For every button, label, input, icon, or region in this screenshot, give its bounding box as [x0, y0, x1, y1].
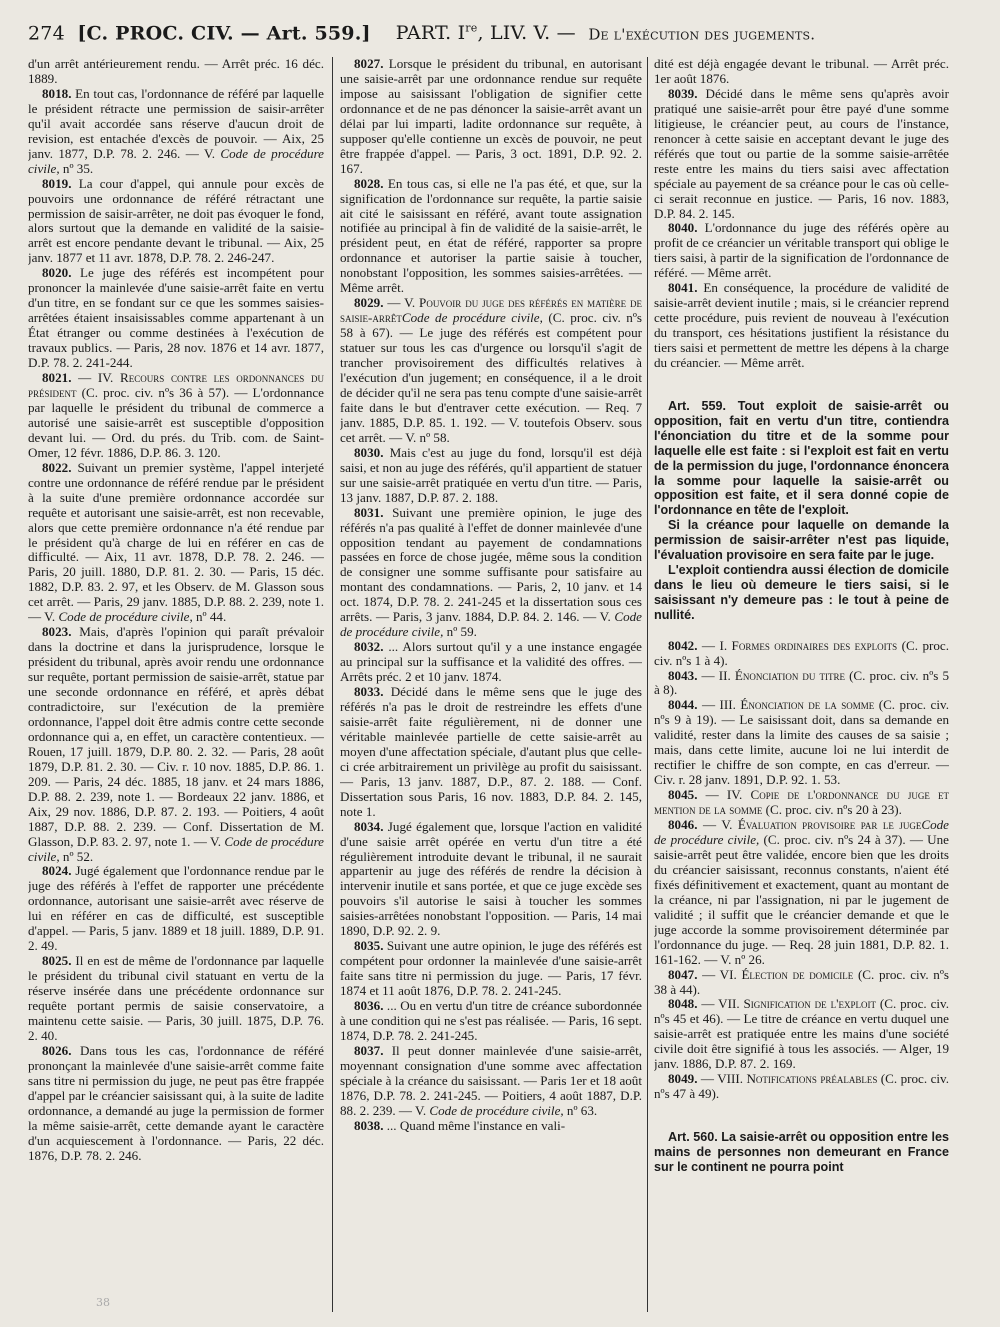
paragraph-8038	[340, 1119, 642, 1134]
article-559-para-1: Tout exploit de saisie-arrêt ou opposition, fait en vertu d'un titre, contiendra l'énonciation du titre et de la somme pour laquelle elle est faite : si l'exploit est fait en vertu de la permission du juge, l'ordonnance énoncera la somme pour laquelle la saisie-arrêt ou opposition est faite, et il sera donné copie de l'ordonnance en tête de l'exploit.	[654, 399, 949, 518]
paragraph-8048	[654, 997, 949, 1072]
paragraph-8029	[340, 296, 642, 446]
paragraph-8039	[654, 87, 949, 222]
paragraph-text-end: (C. proc. civ. nºs 24 à 37). — Une saisie-arrêt peut être validée, encore bien que les droits du créancier saisissant, reconnus constants, n'aient été fixés définitivement et exactement, quant au montant de la créance, ni par l'assignation, ni par le jugement de validité ; il suffit que le créancier demande et que le juge accorde la somme provisoirement déterminée par l'ordonnance du juge. — Req. 28 juin 1881, D.P. 82. 1. 161-162. — V.	[654, 832, 949, 967]
page-footer-mark: 38	[96, 1296, 110, 1309]
paragraph-text: — VII.	[697, 996, 744, 1012]
paragraph-number: 8030.	[354, 444, 384, 460]
paragraph-8035	[340, 939, 642, 999]
paragraph-number: 8049.	[668, 1071, 698, 1087]
section-heading: Formes ordinaires des exploits	[731, 637, 898, 653]
code-citation: Code de procédure civile,	[401, 310, 543, 326]
paragraph-number: 8035.	[354, 938, 384, 954]
paragraph-8027	[340, 57, 642, 177]
paragraph-8041	[654, 281, 949, 371]
paragraph-text-end: (C. proc. civ. nºs 58 à 67). — Le juge des référés est compétent pour statuer sur tous les cas d'urgence ou lorsqu'il s'agit de trancher provisoirement des difficultés relatives à l'exécution d'un jugement; en conséquence, il a le droit de décider qu'il ne sera pas tenu compte d'une saisie-arrêt faite dans le but d'entraver cette exécution. — Req. 7 janv. 1885, D.P. 85. 1. 192. — V. toutefois Observ. sous cet arrêt. — V.	[340, 310, 642, 445]
paragraph-number: 8032.	[354, 639, 384, 655]
paragraph-8034	[340, 820, 642, 940]
code-reference: [C. PROC. CIV. — Art. 559.]	[77, 22, 371, 45]
running-header	[28, 22, 978, 48]
paragraph-number: 8018.	[42, 85, 72, 101]
paragraph-group-8042	[654, 639, 949, 1103]
column-rule-right	[647, 57, 648, 1312]
article-560-label: Art. 560.	[668, 1130, 718, 1145]
paragraph-text-end: (C. proc. civ. nºs 5 à 8).	[654, 667, 949, 698]
paragraph-number: 8038.	[354, 1117, 384, 1133]
paragraph-text-end: (C. proc. civ. nºs 36 à 57). — L'ordonnance par laquelle le président du tribunal de commerce a autorisé une saisie-arrêt est susceptible d'opposition devant lui. — Ord. du prés. du Trib. com. de Saint-Omer, 12 févr. 1886, D.P. 86. 3. 120.	[28, 384, 324, 460]
paragraph-8040	[654, 221, 949, 281]
paragraph-number: 8048.	[668, 996, 698, 1012]
paragraph-number: 8022.	[42, 459, 72, 475]
code-citation: Code de procédure civile,	[340, 609, 642, 640]
article-559	[654, 399, 949, 623]
paragraph-text: dité est déjà engagée devant le tribunal. — Arrêt préc. 1er août 1876.	[654, 57, 949, 86]
paragraph-8033	[340, 685, 642, 820]
paragraph-number: 8041.	[668, 280, 698, 296]
paragraph-text-end: nº 35.	[59, 160, 94, 176]
paragraph-text-end: nº 63.	[563, 1102, 598, 1118]
paragraph-number: 8028.	[354, 175, 384, 191]
paragraph-text-end: (C. proc. civ. nºs 47 à 49).	[654, 1071, 949, 1102]
paragraph-text-end: (C. proc. civ. nºs 45 et 46). — Le titre de créance en vertu duquel une saisie-arrêt est pratiquée entre les mains d'une société civile doit être signifié à tous les associés. — Alger, 19 janv. 1886, D.P. 87. 2. 169.	[654, 996, 949, 1072]
paragraph-text: — I.	[697, 637, 732, 653]
paragraph-text-end: (C. proc. civ. nºs 20 à 23).	[762, 802, 902, 818]
code-citation: Code de procédure civile,	[28, 145, 324, 176]
paragraph-text: Il en est de même de l'ordonnance par laquelle le président du tribunal civil statuant en vertu de la réserve insérée dans une précédente ordonnance sur requête portant permis de saisie conservatoire, a maintenu cette saisie. — Paris, 30 juill. 1875, D.P. 76. 2. 40.	[28, 953, 324, 1043]
article-560	[654, 1130, 949, 1175]
paragraph-number: 8019.	[42, 175, 72, 191]
paragraph-8030	[340, 446, 642, 506]
paragraph-text: — IV.	[697, 787, 751, 803]
text-column-3	[654, 57, 949, 1319]
paragraph-group-8039	[654, 57, 949, 371]
paragraph-text: Mais c'est au juge du fond, lorsqu'il est déjà saisi, et non au juge des référés, qu'il appartient de statuer sur une saisie-arrêt pratiquée en vertu d'un titre. — Paris, 13 janv. 1887, D.P. 87. 2. 188.	[340, 444, 642, 505]
paragraph-text: Suivant un premier système, l'appel interjeté contre une ordonnance de référé rendue par le président à la suite d'une première ordonnance accordée sur requête et autorisant une saisie-arrêt, est non recevable, alors que cette première ordonnance n'a été rendue par le président qu'à charge de lui en référer en cas de difficulté. — Aix, 11 avr. 1878, D.P. 78. 2. 246. — Paris, 20 juill. 1880, D.P. 81. 2. 30. — Paris, 15 déc. 1882, D.P. 83. 2. 97, et les Observ. de M. Glasson sous cet arrêt. — Paris, 29 janv. 1885, D.P. 88. 2. 239, note 1. — V.	[28, 459, 324, 625]
paragraph-8018	[28, 87, 324, 177]
paragraph-text: Il peut donner mainlevée d'une saisie-arrêt, moyennant consignation d'une somme avec affectation spéciale à la créance du saisissant. — Paris 1er et 18 août 1876, D.P. 78. 2. 241-245. — Poitiers, 4 août 1887, D.P. 88. 2. 239. — V.	[340, 1042, 642, 1118]
paragraph-number: 8047.	[668, 966, 698, 982]
paragraph-8024	[28, 864, 324, 954]
paragraph-text: — II.	[697, 667, 735, 683]
paragraph-continued	[28, 57, 324, 87]
paragraph-number: 8025.	[42, 953, 72, 969]
paragraph-text: Suivant une première opinion, le juge des référés n'a pas qualité à l'effet de donner mainlevée d'une opposition tendant au payement de condamnations passées en force de chose jugée, même sous la condition de consigner une somme suffisante pour satisfaire au montant des condamnations. — Paris, 2, 10 janv. et 14 oct. 1874, D.P. 78. 2. 241-245 et la dissertation sous ces arrêts. — Paris, 3 janv. 1884, D.P. 84. 2. 146. — V.	[340, 504, 642, 625]
paragraph-text: — III.	[697, 697, 741, 713]
section-heading: Pouvoir du juge des référés en matière de saisie-arrêt	[340, 295, 642, 326]
paragraph-8019	[28, 177, 324, 267]
paragraph-text: ... Quand même l'instance en vali-	[383, 1117, 566, 1133]
paragraph-number: 8033.	[354, 684, 384, 700]
paragraph-8028	[340, 177, 642, 297]
section-heading: Énonciation de la somme	[740, 697, 875, 713]
section-heading: Élection de domicile	[741, 966, 854, 982]
paragraph-8042	[654, 639, 949, 669]
page-number: 274	[28, 22, 65, 45]
paragraph-number: 8024.	[42, 863, 72, 879]
paragraph-8049	[654, 1072, 949, 1102]
paragraph-text-end: (C. proc. civ. nºs 9 à 19). — Le saisissant doit, dans sa demande en validité, rester dans la limite des causes de sa saisie ; mais, dans cette limite, aucune loi ne lui interdit de rectifier le chiffre de son compte, en cas d'erreur. — Civ. r. 28 janv. 1891, D.P. 92. 1. 53.	[654, 697, 949, 788]
article-559-label: Art. 559.	[668, 399, 726, 414]
paragraph-8022	[28, 461, 324, 625]
paragraph-text: Jugé également que l'ordonnance rendue par le juge des référés à l'effet de rapporter une précédente ordonnance, autorisant une saisie-arrêt avec réserve de lui en référer en cas de difficulté, est susceptible d'appel. — Paris, 5 janv. 1889 et 18 juill. 1889, D.P. 91. 2. 49.	[28, 863, 324, 954]
text-column-2	[340, 57, 642, 1319]
paragraph-number: 8042.	[668, 637, 698, 653]
paragraph-text: L'ordonnance du juge des référés opère au profit de ce créancier un véritable transport qui oblige le tiers saisi, à partir de la signification de l'ordonnance de référé. — Même arrêt.	[654, 220, 949, 281]
paragraph-number: 8021.	[42, 370, 72, 386]
section-heading: Signification de l'exploit	[743, 996, 876, 1012]
paragraph-8044	[654, 698, 949, 788]
paragraph-text: Jugé également que, lorsque l'action en validité d'une saisie arrêt opérée en vertu d'un titre a été régulièrement introduite devant le tribunal, il ne saurait appartenir au juge des référés de rendre la décision à intervenir inutile et sans portée, et que ce juge excède ses pouvoirs s'il autorise le saisi à toucher les sommes saisies-arrêtées nonobstant l'opposition. — Paris, 14 mai 1890, D.P. 92. 2. 9.	[340, 818, 642, 939]
code-citation: Code de procédure civile,	[28, 833, 324, 864]
paragraph-text: Mais, d'après l'opinion qui paraît prévaloir dans la doctrine et dans la jurisprudence, lorsque le président du tribunal, après avoir rendu une ordonnance sur requête, portant permission de saisie-arrêt, statue par une seconde ordonnance en référé, et après débat contradictoire, sur l'exécution de la première ordonnance, l'appel doit être admis contre cette seconde ordonnance qui a, en effet, un caractère contentieux. — Rouen, 17 juill. 1879, D.P. 80. 2. 32. — Paris, 28 août 1879, D.P. 81. 2. 30. — Civ. r. 10 nov. 1885, D.P. 86. 1. 209. — Paris, 24 déc. 1885, 18 janv. et 24 mars 1886, D.P. 88. 2. 239, note 1. — Bordeaux 22 janv. 1886, et Aix, 29 nov. 1886, D.P. 87. 2. 193. — Poitiers, 4 août 1887, D.P. 88. 2. 239. — Conf. Dissertation de M. Glasson, D.P. 83. 2. 97, note 1. — V.	[28, 624, 324, 849]
article-559-para-3: L'exploit contiendra aussi élection de domicile dans le lieu où demeure le tiers saisi, si le saisissant n'y demeure pas : le tout à peine de nullité.	[654, 562, 949, 622]
section-title: De l'exécution des jugements.	[588, 25, 816, 44]
paragraph-text: ... Alors surtout qu'il y a une instance engagée au principal sur la suffisance et la validité des offres. — Arrêts préc. 2 et 10 janv. 1874.	[340, 639, 642, 685]
paragraph-number: 8020.	[42, 265, 72, 281]
paragraph-number: 8023.	[42, 624, 72, 640]
part-reference: PART. Ire, LIV. V. —	[395, 22, 576, 45]
paragraph-text: Dans tous les cas, l'ordonnance de référé prononçant la mainlevée d'une saisie-arrêt comme faite sans titre ni permission du juge, ne peut pas être frappée d'appel par le créancier saisissant qui, à la suite de ladite ordonnance, a demandé au juge la permission de former la même saisie-arrêt, cette demande ayant le caractère d'un acquiescement à l'ordonnance. — Paris, 22 déc. 1876, D.P. 78. 2. 246.	[28, 1042, 324, 1163]
paragraph-text: En tout cas, l'ordonnance de référé par laquelle le président rétracte une permission de saisir-arrêter qu'il avait accordée sans réserve d'aucun droit de revision, est entachée d'excès de pouvoir. — Aix, 25 janv. 1877, D.P. 78. 2. 246. — V.	[28, 85, 324, 161]
paragraph-8031	[340, 506, 642, 641]
paragraph-text-end: nº 52.	[59, 848, 94, 864]
text-column-1	[28, 57, 324, 1319]
paragraph-number: 8043.	[668, 667, 698, 683]
paragraph-text: — IV.	[71, 370, 121, 386]
paragraph-number: 8031.	[354, 504, 384, 520]
section-heading: Énonciation du titre	[734, 667, 845, 683]
paragraph-text-end: nº 44.	[192, 609, 227, 625]
paragraph-number: 8044.	[668, 697, 698, 713]
paragraph-8046	[654, 818, 949, 968]
paragraph-text: Le juge des référés est incompétent pour prononcer la mainlevée d'une saisie-arrêt faite en vertu d'un titre, en se fondant sur ce que les sommes saisies-arrêtées étaient insaisissables comme appartenant à un État étranger ou comme destinées à l'exécution de travaux publics. — Paris, 28 nov. 1876 et 14 avr. 1877, D.P. 78. 2. 241-244.	[28, 265, 324, 371]
paragraph-8023	[28, 625, 324, 864]
column-rule-left	[332, 57, 333, 1312]
section-heading: Évaluation provisoire par le juge	[737, 817, 922, 833]
paragraph-number: 8039.	[668, 85, 698, 101]
article-559-para-2: Si la créance pour laquelle on demande la permission de saisir-arrêter n'est pas liquide, l'évaluation provisoire en sera faite par le juge.	[654, 518, 949, 563]
paragraph-text: En tous cas, si elle ne l'a pas été, et que, sur la signification de l'ordonnance sur requête, la partie saisie ait cité le saisissant en référé, avant toute assignation notifiée au principal à fin de validité de la saisie-arrêt, le président peut, en état de référé, rapporter sa propre ordonnance et autoriser la partie saisie à toucher, nonobstant l'opposition, les sommes saisies-arrêtées. — Même arrêt.	[340, 175, 642, 296]
paragraph-text: La cour d'appel, qui annule pour excès de pouvoirs une ordonnance de référé rétractant une permission de saisir-arrêter, ne doit pas évoquer le fond, alors surtout que la demande en validité de la saisie-arrêt est encore pendante devant le tribunal. — Aix, 25 janv. 1877 et 11 avr. 1878, D.P. 78. 2. 246-247.	[28, 175, 324, 266]
article-560-text: La saisie-arrêt ou opposition entre les mains de personnes non demeurant en France sur le continent ne pourra point	[654, 1130, 949, 1174]
paragraph-number: 8037.	[354, 1042, 384, 1058]
paragraph-text: — V.	[697, 817, 738, 833]
paragraph-text: ... Ou en vertu d'un titre de créance subordonnée à une condition qui ne s'est pas réalisée. — Paris, 16 sept. 1874, D.P. 78. 2. 241-245.	[340, 998, 642, 1043]
paragraph-8043	[654, 669, 949, 699]
paragraph-text: Décidé dans le même sens qu'après avoir pratiqué une saisie-arrêt pour être payé d'une somme litigieuse, le créancier peut, au cours de l'instance, renoncer à cette saisie en acceptant devant le juge des référés que tout ou partie de la somme saisie-arrêtée reste entre les mains du tiers saisi avec affectation spéciale au payement de sa créance pour le cas où celle-ci serait reconnue en justice. — Paris, 16 nov. 1883, D.P. 84. 2. 145.	[654, 85, 949, 221]
paragraph-text-end: nº 59.	[443, 624, 477, 640]
paragraph-text-end: nº 26.	[734, 951, 765, 967]
paragraph-text: En conséquence, la procédure de validité de saisie-arrêt devient inutile ; mais, si le créancier reprend cette procédure, puis revient de nouveau à l'exécution du transport, ces hésitations justifient la résistance du tiers saisi et permettent de mettre les dépens à la charge du créancier. — Même arrêt.	[654, 280, 949, 371]
code-citation: Code de procédure civile,	[654, 817, 949, 847]
paragraph-number: 8040.	[668, 220, 698, 236]
paragraph-8026	[28, 1044, 324, 1164]
paragraph-number: 8046.	[668, 817, 698, 833]
paragraph-number: 8036.	[354, 998, 384, 1014]
code-citation: Code de procédure civile,	[429, 1102, 564, 1118]
paragraph-8020	[28, 266, 324, 371]
paragraph-8025	[28, 954, 324, 1044]
paragraph-number: 8045.	[668, 787, 698, 803]
section-heading: Recours contre les ordonnances du président	[28, 370, 324, 400]
paragraph-text-end: (C. proc. civ. nºs 1 à 4).	[654, 637, 949, 668]
paragraph-text: Décidé dans le même sens que le juge des référés n'a pas le droit de restreindre les effets d'une saisie-arrêt faite régulièrement, ni de donner une véritable mainlevée partielle de cette saisie-arrêt au moyen d'une affectation spéciale, d'autant plus que celle-ci crée arbitrairement un privilège au profit du saisissant. — Paris, 13 janv. 1887, D.P., 87. 2. 188. — Conf. Dissertation sous Paris, 16 nov. 1883, D.P. 84. 2. 145, note 1.	[340, 684, 642, 819]
paragraph-number: 8027.	[354, 57, 384, 71]
code-citation: Code de procédure civile,	[58, 609, 193, 625]
paragraph-continued	[654, 57, 949, 87]
section-heading: Notifications préalables	[746, 1071, 878, 1087]
paragraph-8021	[28, 371, 324, 461]
paragraph-number: 8029.	[354, 295, 384, 311]
paragraph-number: 8034.	[354, 818, 384, 834]
paragraph-text: — V.	[383, 295, 420, 311]
paragraph-8045	[654, 788, 949, 818]
paragraph-text-end: nº 58.	[419, 429, 450, 445]
paragraph-text: Suivant une autre opinion, le juge des référés est compétent pour ordonner la mainlevée d'une saisie-arrêt faite sans titre ni permission du juge. — Paris, 17 févr. 1874 et 11 août 1876, D.P. 78. 2. 241-245.	[340, 938, 642, 999]
paragraph-8037	[340, 1044, 642, 1119]
section-heading: Copie de l'ordonnance du juge et mention de la somme	[654, 787, 949, 818]
paragraph-number: 8026.	[42, 1042, 72, 1058]
paragraph-text: Lorsque le président du tribunal, en autorisant une saisie-arrêt par une ordonnance rendue sur requête impose au saisissant l'obligation de signifier cette ordonnance et de ne pas dénoncer la saisie-arrêt avant un délai par lui imparti, ladite ordonnance sur requête, à supposer qu'elle contienne un excès de pouvoir, ne peut être frappée d'appel. — Paris, 3 oct. 1891, D.P. 92. 2. 167.	[340, 57, 642, 176]
paragraph-8047	[654, 968, 949, 998]
paragraph-text: — VI.	[697, 966, 742, 982]
paragraph-text: — VIII.	[697, 1071, 747, 1087]
paragraph-text-end: (C. proc. civ. nºs 38 à 44).	[654, 966, 949, 997]
paragraph-text: d'un arrêt antérieurement rendu. — Arrêt préc. 16 déc. 1889.	[28, 57, 324, 86]
paragraph-8032	[340, 640, 642, 685]
paragraph-8036	[340, 999, 642, 1044]
